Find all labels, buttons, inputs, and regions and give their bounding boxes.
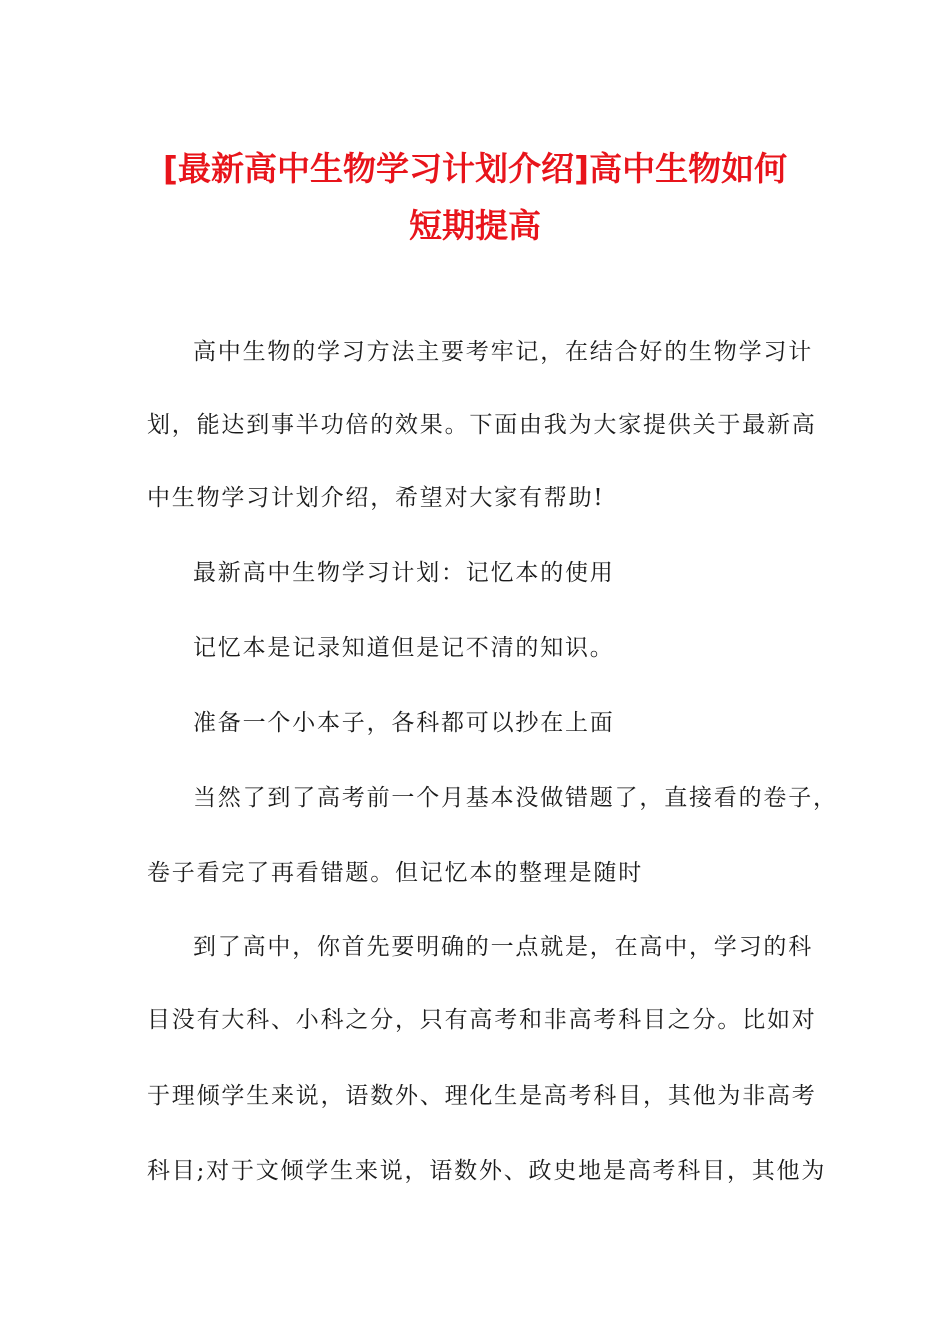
document-title (100, 140, 850, 254)
paragraph-line: 当然了到了高考前一个月基本没做错题了，直接看的卷子， (193, 785, 838, 811)
paragraph-line: 到了高中，你首先要明确的一点就是，在高中，学习的科 (193, 934, 813, 960)
title-line-2: 短期提高 (409, 206, 541, 245)
title-line-1: [最新高中生物学习计划介绍]高中生物如何 (162, 149, 788, 188)
paragraph-line: 于理倾学生来说，语数外、理化生是高考科目，其他为非高考 (147, 1083, 817, 1109)
paragraph-line: 中生物学习计划介绍，希望对大家有帮助! (147, 485, 605, 511)
section-heading-line: 最新高中生物学习计划：记忆本的使用 (193, 560, 615, 586)
paragraph-line: 目没有大科、小科之分，只有高考和非高考科目之分。比如对 (147, 1007, 817, 1033)
paragraph-line: 划，能达到事半功倍的效果。下面由我为大家提供关于最新高 (147, 412, 817, 438)
paragraph-line: 记忆本是记录知道但是记不清的知识。 (193, 635, 615, 661)
paragraph-line: 科目;对于文倾学生来说，语数外、政史地是高考科目，其他为 (147, 1158, 827, 1184)
paragraph-line: 高中生物的学习方法主要考牢记，在结合好的生物学习计 (193, 339, 813, 365)
paragraph-line: 卷子看完了再看错题。但记忆本的整理是随时 (147, 860, 643, 886)
paragraph-line: 准备一个小本子，各科都可以抄在上面 (193, 710, 615, 736)
